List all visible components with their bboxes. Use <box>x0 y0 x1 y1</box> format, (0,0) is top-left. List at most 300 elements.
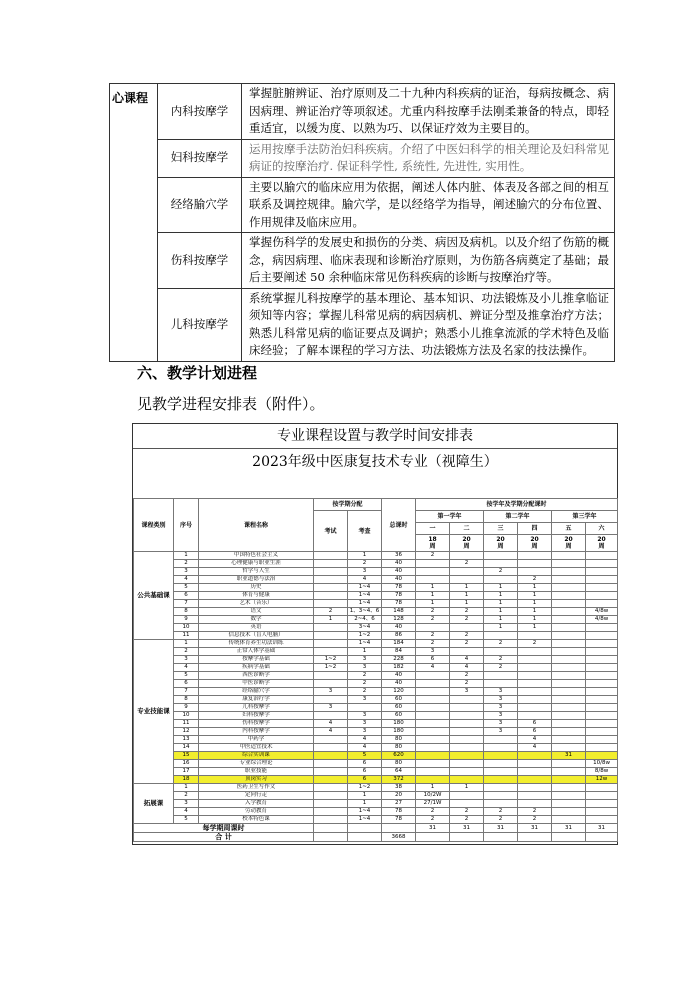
schedule-row <box>134 704 618 712</box>
term-1: 3 <box>416 648 450 656</box>
term-2 <box>450 568 484 576</box>
row-no: 9 <box>174 616 199 624</box>
row-course: 数学 <box>199 616 314 624</box>
row-total: 184 <box>382 640 416 648</box>
row-total: 84 <box>382 648 416 656</box>
row-course: 妇科按摩学 <box>199 712 314 720</box>
weekly-hours-value: 31 <box>586 824 618 833</box>
row-exam: 1 <box>314 616 348 624</box>
row-exam <box>314 560 348 568</box>
schedule-row <box>134 616 618 624</box>
row-total: 60 <box>382 696 416 704</box>
row-check: 6 <box>348 768 382 776</box>
term-2: 2 <box>450 560 484 568</box>
term-6 <box>586 752 618 760</box>
term-1 <box>416 776 450 784</box>
row-no: 12 <box>174 728 199 736</box>
term-6 <box>586 584 618 592</box>
header-exam: 考试 <box>314 511 348 552</box>
course-name: 内科按摩学 <box>158 84 242 140</box>
term-5 <box>552 704 586 712</box>
row-course: 伤科按摩学 <box>199 720 314 728</box>
row-total: 64 <box>382 768 416 776</box>
term-3 <box>484 760 518 768</box>
row-no: 14 <box>174 744 199 752</box>
row-exam: 4 <box>314 720 348 728</box>
row-course: 传统体育养生功法训练 <box>199 640 314 648</box>
term-3 <box>484 784 518 792</box>
term-2 <box>450 792 484 800</box>
term-6 <box>586 568 618 576</box>
term-2 <box>450 776 484 784</box>
term-6 <box>586 656 618 664</box>
row-no: 3 <box>174 800 199 808</box>
row-total: 40 <box>382 568 416 576</box>
term-1: 2 <box>416 808 450 816</box>
term-4: 1 <box>518 616 552 624</box>
term-4 <box>518 800 552 808</box>
row-course: 专业综合理论 <box>199 760 314 768</box>
row-exam <box>314 712 348 720</box>
row-exam <box>314 600 348 608</box>
row-exam <box>314 632 348 640</box>
row-no: 10 <box>174 712 199 720</box>
row-total: 38 <box>382 784 416 792</box>
row-exam <box>314 672 348 680</box>
header-weeks <box>586 535 618 552</box>
row-check: 2 <box>348 688 382 696</box>
term-5 <box>552 672 586 680</box>
term-2 <box>450 552 484 560</box>
row-no: 4 <box>174 664 199 672</box>
term-6 <box>586 816 618 824</box>
term-6: 10/8w <box>586 760 618 768</box>
section-note: 见教学进程安排表（附件）。 <box>137 395 325 413</box>
row-check: 3 <box>348 664 382 672</box>
row-total: 120 <box>382 688 416 696</box>
term-2: 2 <box>450 680 484 688</box>
row-no: 8 <box>174 608 199 616</box>
row-no: 11 <box>174 720 199 728</box>
course-row <box>110 288 615 361</box>
term-2: 2 <box>450 672 484 680</box>
row-no: 3 <box>174 568 199 576</box>
header-term: 六 <box>586 523 618 535</box>
week-count: 20 <box>597 536 606 543</box>
term-3: 3 <box>484 696 518 704</box>
term-2: 2 <box>450 608 484 616</box>
row-exam <box>314 648 348 656</box>
row-exam: 1~2 <box>314 664 348 672</box>
term-4: 1 <box>518 608 552 616</box>
term-6 <box>586 712 618 720</box>
week-count: 18 <box>428 536 437 543</box>
schedule-row <box>134 632 618 640</box>
weekly-hours-value: 31 <box>484 824 518 833</box>
row-check: 4 <box>348 736 382 744</box>
schedule-row <box>134 592 618 600</box>
row-course: 中药学 <box>199 736 314 744</box>
row-check: 1~2 <box>348 632 382 640</box>
term-3: 3 <box>484 712 518 720</box>
row-course: 按摩学基础 <box>199 656 314 664</box>
term-5 <box>552 712 586 720</box>
row-course: 中国特色社会主义 <box>199 552 314 560</box>
row-check: 1、3~4、6 <box>348 608 382 616</box>
term-6 <box>586 600 618 608</box>
course-name: 妇科按摩学 <box>158 139 242 177</box>
row-course: 中医诊断学 <box>199 680 314 688</box>
term-1: 27/1W <box>416 800 450 808</box>
term-1: 1 <box>416 584 450 592</box>
term-1: 1 <box>416 592 450 600</box>
row-course: 顶岗实习 <box>199 776 314 784</box>
row-check: 5 <box>348 752 382 760</box>
term-5 <box>552 776 586 784</box>
schedule-row <box>134 736 618 744</box>
term-5 <box>552 656 586 664</box>
row-course: 信息技术（盲人电脑） <box>199 632 314 640</box>
week-unit: 周 <box>565 543 572 550</box>
schedule-row <box>134 640 618 648</box>
row-total: 78 <box>382 808 416 816</box>
week-count: 20 <box>462 536 471 543</box>
term-5 <box>552 696 586 704</box>
row-check: 3 <box>348 656 382 664</box>
term-3: 3 <box>484 728 518 736</box>
row-no: 10 <box>174 624 199 632</box>
header-term: 二 <box>450 523 484 535</box>
header-weeks <box>450 535 484 552</box>
term-4: 1 <box>518 584 552 592</box>
term-1: 10/2W <box>416 792 450 800</box>
term-3: 3 <box>484 704 518 712</box>
course-row <box>110 84 615 140</box>
term-1 <box>416 624 450 632</box>
term-1: 4 <box>416 664 450 672</box>
schedule-row <box>134 664 618 672</box>
term-4 <box>518 672 552 680</box>
term-1 <box>416 752 450 760</box>
schedule-row <box>134 744 618 752</box>
schedule-row <box>134 784 618 792</box>
row-course: 校本特色课 <box>199 816 314 824</box>
term-5 <box>552 560 586 568</box>
total-blank <box>416 833 450 842</box>
term-4 <box>518 552 552 560</box>
schedule-row <box>134 560 618 568</box>
row-total: 78 <box>382 584 416 592</box>
term-4: 2 <box>518 576 552 584</box>
term-3: 1 <box>484 584 518 592</box>
schedule-sheet <box>132 423 618 845</box>
row-course: 内科按摩学 <box>199 728 314 736</box>
row-course: 语文 <box>199 608 314 616</box>
term-3: 2 <box>484 640 518 648</box>
term-3 <box>484 632 518 640</box>
row-no: 1 <box>174 640 199 648</box>
row-check: 2 <box>348 680 382 688</box>
term-3 <box>484 560 518 568</box>
term-4 <box>518 632 552 640</box>
term-2 <box>450 704 484 712</box>
weekly-hours-value: 31 <box>552 824 586 833</box>
row-no: 17 <box>174 768 199 776</box>
total-blank <box>484 833 518 842</box>
term-4: 6 <box>518 728 552 736</box>
schedule-row <box>134 648 618 656</box>
row-exam <box>314 808 348 816</box>
term-6 <box>586 664 618 672</box>
row-total: 86 <box>382 632 416 640</box>
term-1: 2 <box>416 640 450 648</box>
header-check: 考查 <box>348 511 382 552</box>
course-category: 心课程 <box>110 84 158 362</box>
schedule-row <box>134 712 618 720</box>
header-weeks <box>552 535 586 552</box>
row-course: 儿科按摩学 <box>199 704 314 712</box>
row-total: 180 <box>382 728 416 736</box>
row-check: 1 <box>348 552 382 560</box>
term-4 <box>518 680 552 688</box>
term-2 <box>450 576 484 584</box>
header-term: 三 <box>484 523 518 535</box>
term-2 <box>450 760 484 768</box>
row-total: 80 <box>382 744 416 752</box>
term-3: 2 <box>484 808 518 816</box>
term-3 <box>484 648 518 656</box>
term-1: 2 <box>416 552 450 560</box>
term-4: 1 <box>518 592 552 600</box>
term-1 <box>416 744 450 752</box>
row-no: 15 <box>174 752 199 760</box>
row-no: 13 <box>174 736 199 744</box>
row-no: 2 <box>174 648 199 656</box>
term-1 <box>416 688 450 696</box>
header-category: 课程类别 <box>134 499 174 552</box>
course-name: 儿科按摩学 <box>158 288 242 361</box>
row-exam <box>314 576 348 584</box>
schedule-row <box>134 688 618 696</box>
term-3 <box>484 800 518 808</box>
term-5 <box>552 584 586 592</box>
term-3: 3 <box>484 720 518 728</box>
term-2 <box>450 744 484 752</box>
row-course: 康复治疗学 <box>199 696 314 704</box>
term-3 <box>484 776 518 784</box>
course-row <box>110 177 615 233</box>
term-5: 31 <box>552 752 586 760</box>
term-6 <box>586 672 618 680</box>
row-check: 1~4 <box>348 592 382 600</box>
term-5 <box>552 648 586 656</box>
row-course: 历史 <box>199 584 314 592</box>
row-check: 6 <box>348 776 382 784</box>
term-6 <box>586 688 618 696</box>
row-exam <box>314 736 348 744</box>
term-3: 1 <box>484 616 518 624</box>
total-value: 3668 <box>382 833 416 842</box>
row-no: 3 <box>174 656 199 664</box>
row-check: 1~4 <box>348 640 382 648</box>
term-4 <box>518 784 552 792</box>
row-total: 128 <box>382 616 416 624</box>
schedule-row <box>134 776 618 784</box>
header-term: 一 <box>416 523 450 535</box>
term-5 <box>552 640 586 648</box>
weekly-blank <box>382 824 416 833</box>
term-3 <box>484 744 518 752</box>
term-4 <box>518 760 552 768</box>
term-6 <box>586 648 618 656</box>
term-5 <box>552 800 586 808</box>
term-3: 1 <box>484 624 518 632</box>
term-6 <box>586 800 618 808</box>
schedule-row <box>134 672 618 680</box>
weekly-hours-value: 31 <box>450 824 484 833</box>
term-3 <box>484 768 518 776</box>
row-no: 11 <box>174 632 199 640</box>
week-unit: 周 <box>463 543 470 550</box>
term-6 <box>586 720 618 728</box>
term-5 <box>552 792 586 800</box>
group-name: 拓展课 <box>134 784 174 824</box>
week-unit: 周 <box>429 543 436 550</box>
schedule-subtitle: 2023年级中医康复技术专业（视障生） <box>133 448 617 499</box>
term-4 <box>518 752 552 760</box>
row-total: 620 <box>382 752 416 760</box>
total-blank <box>586 833 618 842</box>
term-6 <box>586 784 618 792</box>
header-course: 课程名称 <box>199 499 314 552</box>
row-check: 1~4 <box>348 600 382 608</box>
term-3: 1 <box>484 608 518 616</box>
term-3 <box>484 576 518 584</box>
term-5 <box>552 744 586 752</box>
row-total: 182 <box>382 664 416 672</box>
term-2 <box>450 712 484 720</box>
row-check: 6 <box>348 760 382 768</box>
row-no: 7 <box>174 688 199 696</box>
term-4: 2 <box>518 816 552 824</box>
schedule-row <box>134 800 618 808</box>
course-description: 掌握脏腑辨证、治疗原则及二十九种内科疾病的证治，每病按概念、病因病理、辨证治疗等项叙述。尤重内科按摩手法刚柔兼备的特点，即轻重适宜，以缓为度、以熟为巧、以保证疗效为主要目的。 <box>242 84 615 140</box>
row-check: 4 <box>348 576 382 584</box>
term-5 <box>552 624 586 632</box>
term-6 <box>586 680 618 688</box>
row-no: 2 <box>174 560 199 568</box>
weekly-blank <box>348 824 382 833</box>
term-5 <box>552 616 586 624</box>
term-5 <box>552 576 586 584</box>
term-3: 1 <box>484 600 518 608</box>
schedule-row <box>134 696 618 704</box>
row-total: 27 <box>382 800 416 808</box>
term-6 <box>586 808 618 816</box>
row-exam <box>314 776 348 784</box>
row-exam <box>314 800 348 808</box>
row-total: 60 <box>382 704 416 712</box>
row-course: 疾病学基础 <box>199 664 314 672</box>
section-heading: 六、教学计划进程 <box>137 364 258 382</box>
term-1 <box>416 560 450 568</box>
term-6: 8/8w <box>586 768 618 776</box>
row-exam <box>314 680 348 688</box>
term-2 <box>450 648 484 656</box>
schedule-row <box>134 584 618 592</box>
term-3: 2 <box>484 656 518 664</box>
row-exam: 3 <box>314 688 348 696</box>
term-6 <box>586 576 618 584</box>
term-4: 2 <box>518 640 552 648</box>
row-check: 1 <box>348 792 382 800</box>
header-weeks <box>518 535 552 552</box>
term-1: 6 <box>416 656 450 664</box>
term-6 <box>586 696 618 704</box>
schedule-row <box>134 720 618 728</box>
term-6 <box>586 728 618 736</box>
row-total: 148 <box>382 608 416 616</box>
row-check: 3 <box>348 720 382 728</box>
term-6: 4/8w <box>586 616 618 624</box>
term-4 <box>518 688 552 696</box>
term-3 <box>484 792 518 800</box>
row-total: 40 <box>382 624 416 632</box>
weekly-hours-value: 31 <box>518 824 552 833</box>
weekly-hours-label: 每学期周课时 <box>134 824 314 833</box>
schedule-title: 专业课程设置与教学时间安排表 <box>133 424 617 449</box>
term-2: 4 <box>450 656 484 664</box>
row-no: 5 <box>174 584 199 592</box>
term-1: 2 <box>416 608 450 616</box>
row-total: 40 <box>382 680 416 688</box>
term-1 <box>416 680 450 688</box>
row-exam <box>314 792 348 800</box>
weekly-hours-row <box>134 824 618 833</box>
term-4 <box>518 568 552 576</box>
total-label: 合 计 <box>134 833 314 842</box>
term-3: 2 <box>484 816 518 824</box>
row-course: 入学教育 <box>199 800 314 808</box>
term-6: 12w <box>586 776 618 784</box>
row-no: 18 <box>174 776 199 784</box>
term-4 <box>518 768 552 776</box>
term-3 <box>484 680 518 688</box>
term-1: 2 <box>416 632 450 640</box>
term-1 <box>416 720 450 728</box>
total-row <box>134 833 618 842</box>
row-exam <box>314 592 348 600</box>
term-1: 2 <box>416 616 450 624</box>
row-course: 综合实训课 <box>199 752 314 760</box>
weekly-hours-value: 31 <box>416 824 450 833</box>
term-6 <box>586 736 618 744</box>
term-2: 4 <box>450 664 484 672</box>
row-total: 78 <box>382 600 416 608</box>
total-blank <box>450 833 484 842</box>
row-exam <box>314 568 348 576</box>
header-year: 第一学年 <box>416 511 484 523</box>
term-4: 1 <box>518 600 552 608</box>
header-term: 五 <box>552 523 586 535</box>
row-no: 2 <box>174 792 199 800</box>
term-6 <box>586 552 618 560</box>
row-course: 职业道德与法治 <box>199 576 314 584</box>
row-check: 1~4 <box>348 816 382 824</box>
row-total: 78 <box>382 816 416 824</box>
term-2 <box>450 728 484 736</box>
row-check: 3 <box>348 728 382 736</box>
